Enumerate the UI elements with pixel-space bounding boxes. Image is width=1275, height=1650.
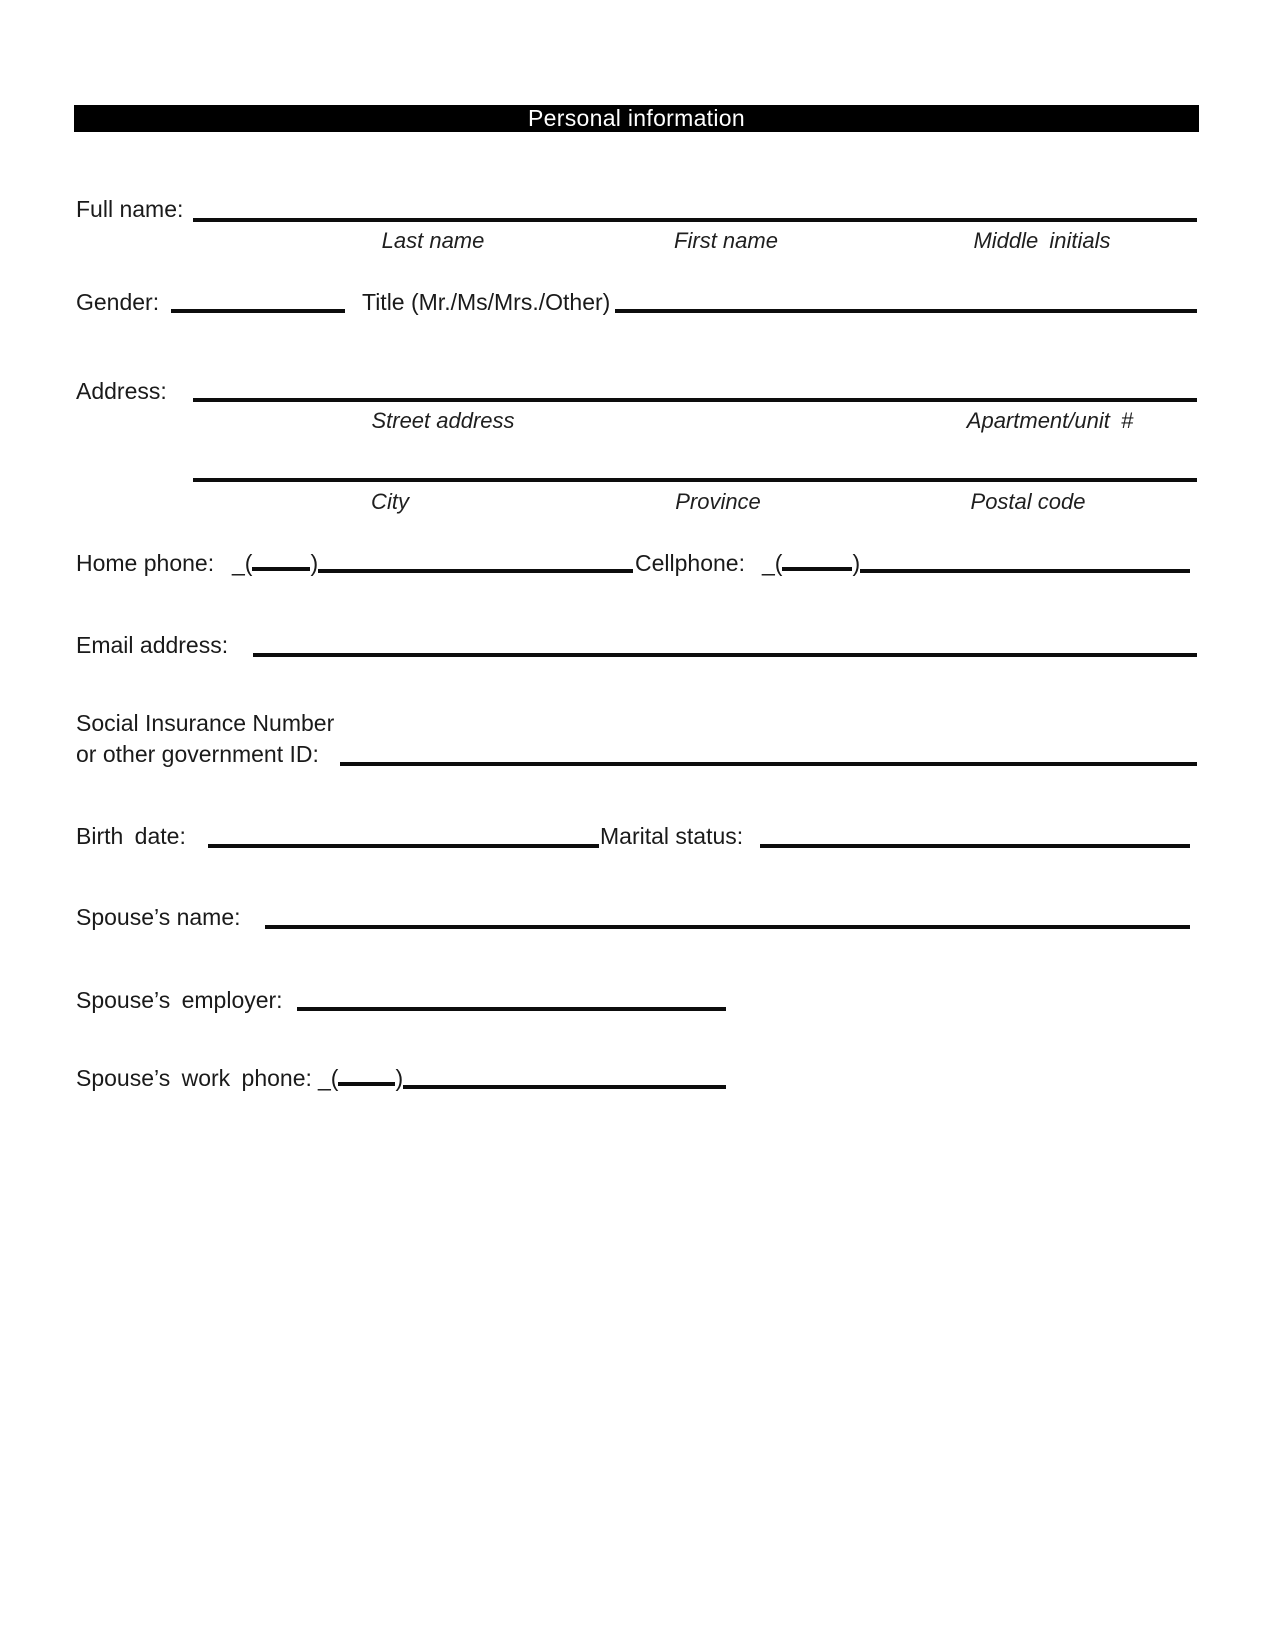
- full-name-label: Full name:: [76, 196, 184, 222]
- email-address-label: Email address:: [76, 632, 229, 658]
- marital-status-label: Marital status:: [600, 823, 744, 849]
- home-phone-label: Home phone:: [76, 550, 215, 576]
- cellphone-label: Cellphone:: [635, 550, 745, 576]
- home-phone-area-code-blank: [252, 555, 310, 571]
- last-name-sub-label: Last name: [381, 228, 485, 253]
- city-sub-label: City: [371, 489, 409, 514]
- government-id-label-line1: Social Insurance Number: [76, 710, 335, 736]
- spouse-work-phone-area-suffix: ): [395, 1065, 404, 1091]
- spouse-employer-label: Spouse’s employer:: [76, 987, 283, 1013]
- postal-code-sub-label: Postal code: [970, 489, 1086, 514]
- birth-date-label: Birth date:: [76, 823, 186, 849]
- section-header-bar: [74, 105, 1199, 132]
- address-label: Address:: [76, 378, 167, 404]
- spouse-work-phone-label: Spouse’s work phone:: [76, 1065, 312, 1091]
- home-phone-area-code-pattern: [232, 548, 318, 579]
- cellphone-area-code-blank: [782, 555, 852, 571]
- title-input-line: [615, 309, 1197, 313]
- street-address-sub-label: Street address: [371, 408, 515, 433]
- government-id-label-line2: or other government ID:: [76, 741, 319, 767]
- gender-label: Gender:: [76, 289, 160, 315]
- marital-status-input-line: [760, 844, 1190, 848]
- cellphone-input-line: [860, 569, 1190, 573]
- middle-initials-sub-label: Middle initials: [973, 228, 1111, 253]
- spouse-work-phone-input-line: [403, 1085, 726, 1089]
- home-phone-area-prefix: _(: [232, 550, 253, 576]
- spouse-work-phone-area-prefix: _(: [318, 1065, 339, 1091]
- title-label: Title (Mr./Ms/Mrs./Other): [362, 289, 611, 315]
- email-address-input-line: [253, 653, 1197, 657]
- cellphone-area-suffix: ): [852, 550, 861, 576]
- gender-input-line: [171, 309, 345, 313]
- spouse-work-phone-area-code-pattern: [318, 1063, 403, 1094]
- cellphone-area-code-pattern: [762, 548, 860, 579]
- first-name-sub-label: First name: [674, 228, 778, 253]
- province-sub-label: Province: [675, 489, 761, 514]
- birth-date-input-line: [208, 844, 599, 848]
- government-id-input-line: [340, 762, 1197, 766]
- government-id-label: [76, 708, 334, 770]
- spouse-work-phone-area-code-blank: [338, 1070, 395, 1086]
- full-name-input-line: [193, 218, 1197, 222]
- spouse-employer-input-line: [297, 1007, 726, 1011]
- cellphone-area-prefix: _(: [762, 550, 783, 576]
- apartment-unit-sub-label: Apartment/unit #: [966, 408, 1134, 433]
- street-address-input-line: [193, 398, 1197, 402]
- home-phone-area-suffix: ): [310, 550, 319, 576]
- spouse-name-label: Spouse’s name:: [76, 904, 241, 930]
- home-phone-input-line: [318, 569, 633, 573]
- city-province-postal-input-line: [193, 478, 1197, 482]
- section-header-title: Personal information: [528, 105, 745, 131]
- spouse-name-input-line: [265, 925, 1190, 929]
